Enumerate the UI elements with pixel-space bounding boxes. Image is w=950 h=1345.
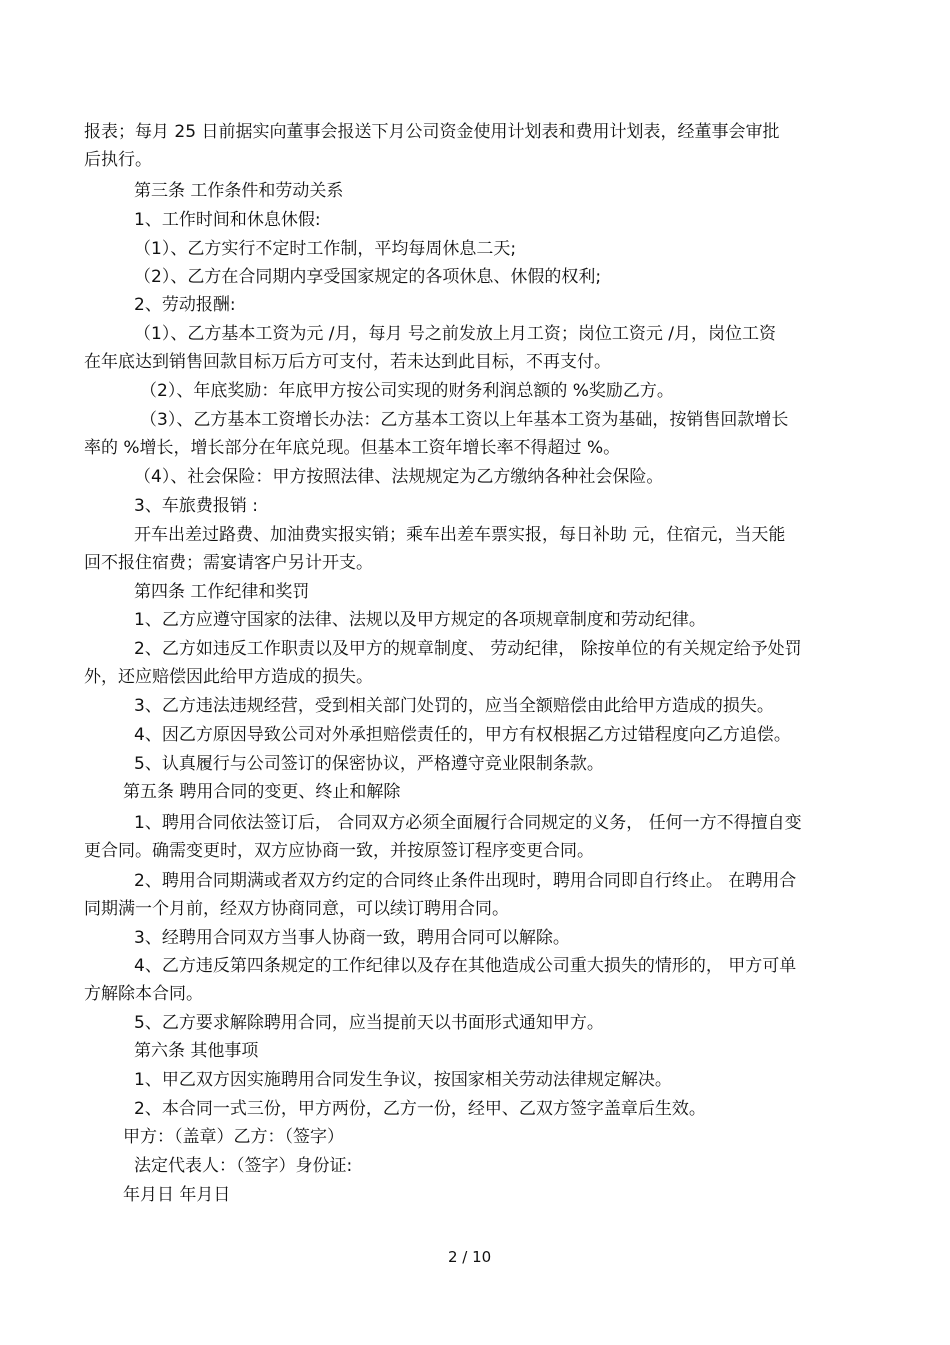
body-text-line: 3、车旅费报销 : [134,496,258,516]
page-number: 2 / 10 [448,1248,492,1266]
body-text-line: 方解除本合同。 [84,984,203,1004]
body-text-line: 2、聘用合同期满或者双方约定的合同终止条件出现时，聘用合同即自行终止。 在聘用合 [134,871,797,891]
body-text-line: 1、工作时间和休息休假: [134,210,321,230]
body-text-line: 3、经聘用合同双方当事人协商一致，聘用合同可以解除。 [134,928,570,948]
section-heading-4: 第四条 工作纪律和奖罚 [134,582,310,602]
body-text-line: 1、甲乙双方因实施聘用合同发生争议，按国家相关劳动法律规定解决。 [134,1070,672,1090]
body-text-line: 开车出差过路费、加油费实报实销；乘车出差车票实报，每日补助 元，住宿元，当天能 [134,525,786,545]
body-text-line: （4）、社会保险：甲方按照法律、法规规定为乙方缴纳各种社会保险。 [134,467,664,487]
body-text-line: 更合同。确需变更时，双方应协商一致，并按原签订程序变更合同。 [84,841,594,861]
body-text-line: 2、劳动报酬: [134,295,236,315]
body-text-line: （3）、乙方基本工资增长办法：乙方基本工资以上年基本工资为基础，按销售回款增长 [140,410,789,430]
body-text-line: （2）、年底奖励：年底甲方按公司实现的财务利润总额的 %奖励乙方。 [140,381,674,401]
body-text-line: 3、乙方违法违规经营，受到相关部门处罚的，应当全额赔偿由此给甲方造成的损失。 [134,696,774,716]
body-text-line: 后执行。 [84,150,152,170]
body-text-line: （1）、乙方基本工资为元 /月，每月 号之前发放上月工资；岗位工资元 /月，岗位工资 [134,324,776,344]
body-text-line: 外，还应赔偿因此给甲方造成的损失。 [84,667,373,687]
body-text-line: 5、乙方要求解除聘用合同，应当提前天以书面形式通知甲方。 [134,1013,604,1033]
body-text-line: 1、乙方应遵守国家的法律、法规以及甲方规定的各项规章制度和劳动纪律。 [134,610,706,630]
body-text-line: 5、认真履行与公司签订的保密协议，严格遵守竞业限制条款。 [134,754,604,774]
body-text-line: 同期满一个月前，经双方协商同意，可以续订聘用合同。 [84,899,509,919]
signature-line-dates: 年月日 年月日 [123,1185,231,1205]
section-heading-5: 第五条 聘用合同的变更、终止和解除 [123,782,401,802]
body-text-line: 在年底达到销售回款目标万后方可支付，若未达到此目标，不再支付。 [84,352,611,372]
signature-line-representative: 法定代表人：（签字）身份证: [134,1156,353,1176]
body-text-line: 4、乙方违反第四条规定的工作纪律以及存在其他造成公司重大损失的情形的， 甲方可单 [134,956,797,976]
body-text-line: 1、聘用合同依法签订后， 合同双方必须全面履行合同规定的义务， 任何一方不得擅自变 [134,813,802,833]
body-text-line: 2、本合同一式三份，甲方两份，乙方一份，经甲、乙双方签字盖章后生效。 [134,1099,706,1119]
section-heading-3: 第三条 工作条件和劳动关系 [134,181,344,201]
body-text-line: （2）、乙方在合同期内享受国家规定的各项休息、休假的权利; [134,267,602,287]
body-text-line: 回不报住宿费；需宴请客户另计开支。 [84,553,373,573]
body-text-line: 率的 %增长，增长部分在年底兑现。但基本工资年增长率不得超过 %。 [84,438,621,458]
body-text-line: （1）、乙方实行不定时工作制，平均每周休息二天; [134,239,517,259]
signature-line-parties: 甲方：（盖章）乙方：（签字） [123,1127,344,1147]
body-text-line: 报表；每月 25 日前据实向董事会报送下月公司资金使用计划表和费用计划表，经董事会审批 [84,122,780,142]
body-text-line: 2、乙方如违反工作职责以及甲方的规章制度、 劳动纪律， 除按单位的有关规定给予处罚 [134,639,802,659]
body-text-line: 4、因乙方原因导致公司对外承担赔偿责任的，甲方有权根据乙方过错程度向乙方追偿。 [134,725,791,745]
section-heading-6: 第六条 其他事项 [134,1041,259,1061]
